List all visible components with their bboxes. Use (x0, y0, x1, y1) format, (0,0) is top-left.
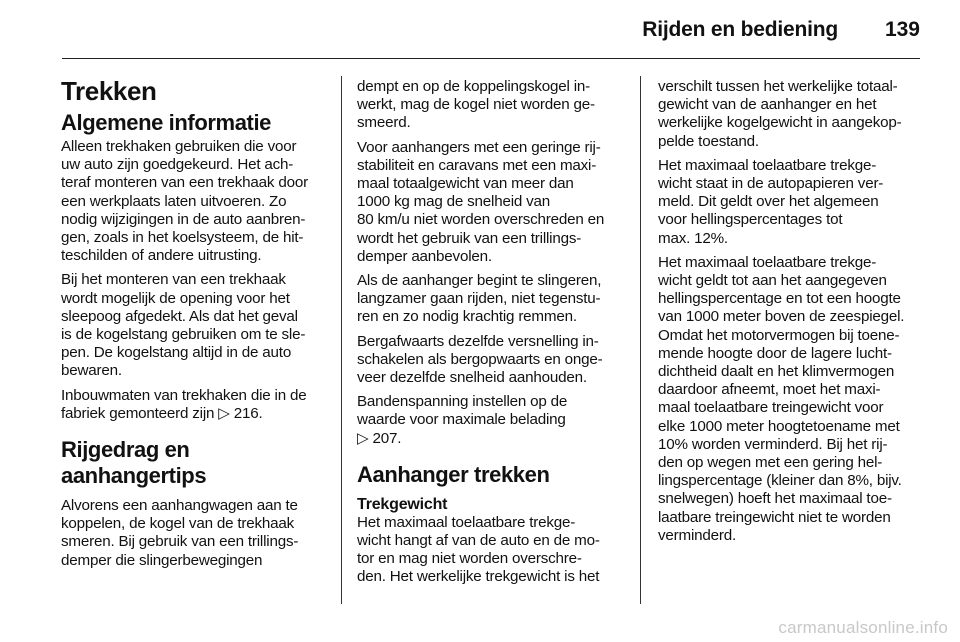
text-line: wordt het gebruik van een trillings- (357, 229, 582, 247)
text-line: Bandenspanning instellen op de (357, 393, 568, 411)
text-line: wordt mogelijk de opening voor het (61, 289, 290, 307)
text-line: max. 12%. (658, 229, 728, 247)
text-line: Het maximaal toelaatbare trekge- (658, 156, 877, 174)
section-title: Rijden en bediening (642, 18, 838, 41)
text-line: wicht geldt tot aan het aangegeven (658, 272, 887, 290)
watermark: carmanualsonline.info (778, 618, 948, 637)
column-divider (640, 76, 641, 604)
text-line: Voor aanhangers met een geringe rij- (357, 138, 601, 156)
paragraph (61, 271, 325, 380)
column-2 (357, 78, 621, 593)
text-line: den op wegen met een gering hel- (658, 454, 883, 472)
text-line: voor hellingspercentages tot (658, 211, 843, 229)
page-number: 139 (884, 18, 920, 41)
text-line: bewaren. (61, 362, 122, 380)
text-line: langzamer gaan rijden, niet tegenstu- (357, 290, 601, 308)
text-line: 80 km/u niet worden overschreden en (357, 211, 605, 229)
text-line: 10% worden verminderd. Bij het rij- (658, 435, 888, 453)
heading-line: Rijgedrag en (61, 437, 190, 463)
text-line: Inbouwmaten van trekhaken die in de (61, 386, 307, 404)
text-line: gen, zoals in het koelsysteem, de hit- (61, 229, 304, 247)
paragraph (357, 393, 621, 448)
text-line: teraf monteren van een trekhaak door (61, 174, 308, 192)
paragraph (357, 78, 621, 133)
text-line: Alleen trekhaken gebruiken die voor (61, 138, 297, 155)
text-line: den. Het werkelijke trekgewicht is het (357, 568, 600, 586)
paragraph (61, 138, 325, 265)
text-line: maal toelaatbare treingewicht voor (658, 399, 884, 417)
text-line: lingspercentage (kleiner dan 8%, bijv. (658, 472, 902, 490)
text-line: ren en zo nodig krachtig remmen. (357, 308, 577, 326)
text-line: stabiliteit en caravans met een maxi- (357, 156, 597, 174)
text-line: Als de aanhanger begint te slingeren, (357, 272, 602, 290)
text-line: elke 1000 meter hoogtetoename met (658, 417, 900, 435)
text-line: verminderd. (658, 526, 736, 544)
text-line: smeerd. (357, 114, 411, 132)
text-line: Bij het monteren van een trekhaak (61, 271, 286, 289)
text-line: verschilt tussen het werkelijke totaal- (658, 78, 898, 95)
header-divider (62, 58, 920, 59)
text-line: hellingspercentage en tot een hoogte (658, 290, 901, 308)
text-line: 1000 kg mag de snelheid van (357, 193, 551, 211)
text-line: Alvorens een aanhangwagen aan te (61, 497, 298, 515)
column-3 (658, 78, 922, 551)
text-line: pelde toestand. (658, 132, 759, 150)
text-line: schakelen als bergopwaarts en onge- (357, 350, 603, 368)
text-line: koppelen, de kogel van de trekhaak (61, 515, 294, 533)
text-line: is de kogelstang gebruiken om te sle- (61, 326, 306, 344)
heading-algemene-informatie: Algemene informatie (61, 110, 272, 135)
text-line: nodig wijzigingen in de auto aanbren- (61, 210, 306, 228)
text-line: Het maximaal toelaatbare trekge- (658, 253, 877, 271)
text-line: wicht staat in de autopapieren ver- (658, 175, 884, 193)
paragraph (658, 78, 922, 151)
paragraph (61, 497, 325, 570)
column-divider (341, 76, 342, 604)
text-line: sleepoog afgedekt. Als dat het geval (61, 307, 298, 325)
paragraph (658, 157, 922, 248)
text-line: waarde voor maximale belading (357, 411, 566, 429)
text-line: dichtheid daalt en het klimvermogen (658, 363, 895, 381)
column-1 (61, 76, 325, 576)
chapter-title: Trekken (61, 76, 157, 106)
text-line: laatbare treingewicht niet te worden (658, 508, 891, 526)
text-line: wicht hangt af van de auto en de mo- (357, 532, 600, 550)
text-line: teschilden of andere uitrusting. (61, 247, 262, 265)
text-line: gewicht van de aanhanger en het (658, 96, 877, 114)
text-line: meld. Dit geldt over het algemeen (658, 193, 879, 211)
text-line: dempt en op de koppelingskogel in- (357, 78, 590, 95)
paragraph (357, 272, 621, 327)
page-reference-216[interactable]: fabriek gemonteerd zijn ▷ 216. (61, 404, 263, 422)
page-reference-207[interactable]: ▷ 207. (357, 429, 402, 447)
text-line: Bergafwaarts dezelfde versnelling in- (357, 332, 599, 350)
text-line: tor en mag niet worden overschre- (357, 550, 582, 568)
heading-aanhanger-trekken: Aanhanger trekken (357, 461, 550, 487)
text-line: demper aanbevolen. (357, 247, 492, 265)
text-line: mende hoogte door de lagere lucht- (658, 344, 892, 362)
text-line: pen. De kogelstang altijd in de auto (61, 344, 292, 362)
page-header (0, 0, 960, 60)
paragraph (61, 387, 325, 423)
text-line: werkt, mag de kogel niet worden ge- (357, 96, 595, 114)
heading-line: aanhangertips (61, 463, 207, 489)
text-line: werkelijke kogelgewicht in aangekop- (658, 114, 902, 132)
text-line: uw auto zijn goedgekeurd. Het ach- (61, 156, 294, 174)
paragraph (357, 333, 621, 388)
heading-rijgedrag (61, 437, 325, 489)
text-line: Het maximaal toelaatbare trekge- (357, 513, 576, 531)
text-line: van 1000 meter boven de zeespiegel. (658, 308, 905, 326)
text-line: maal totaalgewicht van meer dan (357, 175, 574, 193)
text-line: daardoor afneemt, moet het maxi- (658, 381, 881, 399)
subheading-trekgewicht: Trekgewicht (357, 495, 448, 513)
paragraph (658, 254, 922, 545)
text-line: een werkplaats laten uitvoeren. Zo (61, 192, 287, 210)
text-line: snelwegen) hoeft het maximaal toe- (658, 490, 892, 508)
paragraph (357, 514, 621, 587)
text-line: Omdat het motorvermogen bij toene- (658, 326, 900, 344)
text-line: demper die slingerbewegingen (61, 551, 263, 569)
paragraph (357, 139, 621, 266)
text-line: smeren. Bij gebruik van een trillings- (61, 533, 299, 551)
text-line: veer dezelfde snelheid aanhouden. (357, 369, 587, 387)
